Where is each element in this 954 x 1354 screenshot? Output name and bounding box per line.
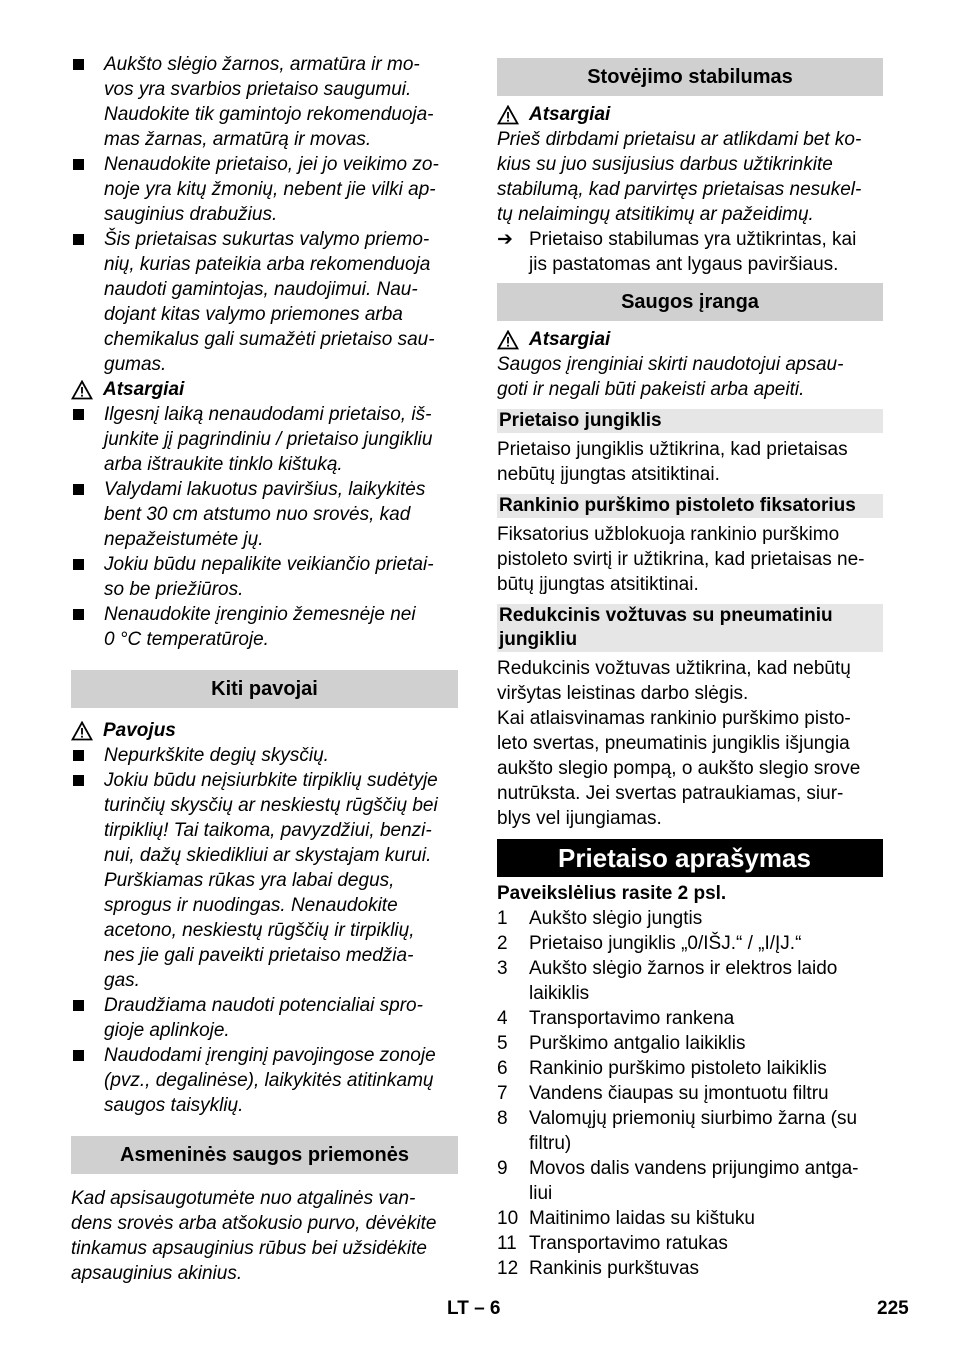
text-line: turinčių skysčių ar neskiestų rūgščių bei bbox=[104, 795, 438, 816]
text-line: tinkamus apsauginius rūbus bei užsidėkite bbox=[71, 1238, 427, 1259]
bullet-item bbox=[71, 768, 458, 993]
text-line: Naudokite tik gamintojo rekomenduoja- bbox=[104, 104, 434, 125]
bullet-item bbox=[71, 227, 458, 377]
item-number: 3 bbox=[497, 958, 508, 979]
text-line: 0 °C temperatūroje. bbox=[104, 629, 269, 650]
text-line: gumas. bbox=[104, 354, 167, 375]
text-line: nebūtų įjungtas atsitiktinai. bbox=[497, 464, 720, 485]
text-line: Ilgesnį laiką nenaudodami prietaiso, iš- bbox=[104, 404, 432, 425]
list-item bbox=[497, 1106, 883, 1156]
text-line: Fiksatorius užblokuoja rankinio purškimo bbox=[497, 524, 840, 545]
list-item bbox=[497, 1256, 883, 1281]
bullet-list bbox=[71, 402, 458, 652]
text-line: naudoti gamintojas, naudojimui. Nau- bbox=[104, 279, 418, 300]
text-line: junkite jį pagrindiniu / prietaiso jungikliu bbox=[104, 429, 433, 450]
text-line: kius su juo susijusius darbus užtikrinkite bbox=[497, 154, 833, 175]
item-text: liui bbox=[529, 1183, 553, 1204]
text-line: apsauginius akinius. bbox=[71, 1263, 243, 1284]
section-heading-other-dangers: Kiti pavojai bbox=[71, 670, 458, 708]
text-line: Kai atlaisvinamas rankinio purškimo pisto- bbox=[497, 708, 851, 729]
item-number: 9 bbox=[497, 1158, 508, 1179]
subheading-line: jungikliu bbox=[499, 629, 578, 650]
text-line: Valydami lakuotus paviršius, laikykitės bbox=[104, 479, 426, 500]
text-line: Draudžiama naudoti potencialiai spro- bbox=[104, 995, 423, 1016]
text-line: Kad apsisaugotumėte nuo atgalinės van- bbox=[71, 1188, 416, 1209]
square-bullet-icon bbox=[73, 59, 84, 70]
text-line: būtų įjungtas atsitiktinai. bbox=[497, 574, 699, 595]
text-line: Aukšto slėgio žarnos, armatūra ir mo- bbox=[104, 54, 420, 75]
text-line: gas. bbox=[104, 970, 140, 991]
item-text: Purškimo antgalio laikiklis bbox=[529, 1033, 746, 1054]
text-line: nui, dažų skiedikliui ar skystajam kurui. bbox=[104, 845, 432, 866]
bullet-item bbox=[71, 552, 458, 602]
text-line: Saugos įrenginiai skirti naudotojui apsau- bbox=[497, 354, 844, 375]
text-line: noje yra kitų žmonių, nebent jie vilki ap- bbox=[104, 179, 436, 200]
text-line: chemikalus gali sumažėti prietaiso sau- bbox=[104, 329, 435, 350]
bullet-item bbox=[71, 52, 458, 152]
text-line: mas žarnas, armatūrą ir movas. bbox=[104, 129, 372, 150]
item-number: 8 bbox=[497, 1108, 508, 1129]
danger-heading bbox=[71, 718, 458, 743]
text-line: Šis prietaisas sukurtas valymo priemo- bbox=[104, 229, 430, 250]
text-line: dojant kitas valymo priemones arba bbox=[104, 304, 403, 325]
text-line: tų nelaimingų atsitikimų ar pažeidimų. bbox=[497, 204, 814, 225]
bullet-item bbox=[71, 477, 458, 552]
square-bullet-icon bbox=[73, 750, 84, 761]
list-item bbox=[497, 1006, 883, 1031]
text-line: Purškiamas rūkas yra labai degus, bbox=[104, 870, 395, 891]
subheading-gun-lock: Rankinio purškimo pistoleto fiksatorius bbox=[497, 494, 883, 518]
text-line: arba ištraukite tinklo kištuką. bbox=[104, 454, 343, 475]
text-line: nių, kurias pateikia arba rekomenduoja bbox=[104, 254, 431, 275]
item-number: 6 bbox=[497, 1058, 508, 1079]
square-bullet-icon bbox=[73, 1050, 84, 1061]
warning-triangle-icon bbox=[71, 721, 93, 741]
caution-label: Atsargiai bbox=[529, 104, 611, 125]
item-number: 4 bbox=[497, 1008, 508, 1029]
text-line: tirpiklių! Tai taikoma, pavyzdžiui, benzi- bbox=[104, 820, 432, 841]
square-bullet-icon bbox=[73, 559, 84, 570]
square-bullet-icon bbox=[73, 1000, 84, 1011]
item-text: Aukšto slėgio jungtis bbox=[529, 908, 703, 929]
item-text: Aukšto slėgio žarnos ir elektros laido bbox=[529, 958, 838, 979]
list-item bbox=[497, 906, 883, 931]
text-line: nepažeistumėte jų. bbox=[104, 529, 264, 550]
item-text: laikiklis bbox=[529, 983, 590, 1004]
bullet-item bbox=[71, 1043, 458, 1118]
subheading-device-switch: Prietaiso jungiklis bbox=[497, 409, 883, 433]
bullet-item bbox=[71, 993, 458, 1043]
text-line: goti ir negali būti pakeisti arba apeiti. bbox=[497, 379, 805, 400]
item-text: Vandens čiaupas su įmontuotu filtru bbox=[529, 1083, 829, 1104]
text-line: nutrūksta. Jei svertas patraukiamas, siur- bbox=[497, 783, 844, 804]
warning-triangle-icon bbox=[497, 330, 519, 350]
text-line: Jokiu būdu neįsiurbkite tirpiklių sudėtyje bbox=[104, 770, 438, 791]
text-line: so be priežiūros. bbox=[104, 579, 244, 600]
item-text: Maitinimo laidas su kištuku bbox=[529, 1208, 755, 1229]
arrow-item-text bbox=[529, 227, 883, 277]
arrow-right-icon: ➔ bbox=[497, 229, 513, 250]
reduction-valve-paragraph bbox=[497, 656, 883, 831]
item-text: Rankinis purkštuvas bbox=[529, 1258, 700, 1279]
square-bullet-icon bbox=[73, 409, 84, 420]
item-number: 5 bbox=[497, 1033, 508, 1054]
text-line: acetono, neskiestų rūgščių ir tirpiklių, bbox=[104, 920, 415, 941]
text-line: jis pastatomas ant lygaus paviršiaus. bbox=[529, 254, 839, 275]
item-text: Valomųjų priemonių siurbimo žarna (su bbox=[529, 1108, 858, 1129]
square-bullet-icon bbox=[73, 775, 84, 786]
list-item bbox=[497, 1156, 883, 1206]
device-switch-paragraph bbox=[497, 437, 883, 487]
list-item bbox=[497, 1081, 883, 1106]
bullet-list bbox=[71, 52, 458, 377]
text-line: viršytas leistinas darbo slėgis. bbox=[497, 683, 749, 704]
text-line: Nenaudokite prietaiso, jei jo veikimo zo- bbox=[104, 154, 439, 175]
section-title-device-description: Prietaiso aprašymas bbox=[497, 839, 883, 877]
text-line: sauginius drabužius. bbox=[104, 204, 278, 225]
bullet-list bbox=[71, 743, 458, 1118]
list-item bbox=[497, 1231, 883, 1256]
item-number: 1 bbox=[497, 908, 508, 929]
section-heading-ppe: Asmeninės saugos priemonės bbox=[71, 1136, 458, 1174]
text-line: pistoleto svirtį ir užtikrina, kad prietaisas ne- bbox=[497, 549, 865, 570]
text-line: sprogus ir nuodingas. Nenaudokite bbox=[104, 895, 398, 916]
text-line: nes jie gali paveikti prietaiso medžia- bbox=[104, 945, 414, 966]
section-heading-safety: Saugos įranga bbox=[497, 283, 883, 321]
bullet-item bbox=[71, 152, 458, 227]
text-line: (pvz., degalinėse), laikykitės atitinkamų bbox=[104, 1070, 434, 1091]
item-text: Rankinio purškimo pistoleto laikiklis bbox=[529, 1058, 827, 1079]
text-line: saugos taisyklių. bbox=[104, 1095, 244, 1116]
page-number: 225 bbox=[877, 1298, 909, 1319]
item-number: 2 bbox=[497, 933, 508, 954]
item-number: 11 bbox=[497, 1233, 517, 1254]
text-line: Naudodami įrenginį pavojingose zonoje bbox=[104, 1045, 436, 1066]
bullet-item bbox=[71, 743, 458, 768]
left-column bbox=[71, 52, 458, 1286]
stability-paragraph bbox=[497, 127, 883, 227]
list-item bbox=[497, 1031, 883, 1056]
text-line: leto svertas, pneumatinis jungiklis išjungia bbox=[497, 733, 850, 754]
text-line: Nenaudokite įrenginio žemesnėje nei bbox=[104, 604, 416, 625]
text-line: aukšto slegio pompą, o aukšto slegio srove bbox=[497, 758, 861, 779]
caution-heading bbox=[497, 327, 883, 352]
square-bullet-icon bbox=[73, 484, 84, 495]
item-number: 7 bbox=[497, 1083, 508, 1104]
text-line: bent 30 cm atstumo nuo srovės, kad bbox=[104, 504, 411, 525]
item-number: 10 bbox=[497, 1208, 519, 1229]
text-line: Redukcinis vožtuvas užtikrina, kad nebūtų bbox=[497, 658, 851, 679]
text-line: Prieš dirbdami prietaisu ar atlikdami bet ko- bbox=[497, 129, 862, 150]
list-item bbox=[497, 1206, 883, 1231]
square-bullet-icon bbox=[73, 609, 84, 620]
caution-label: Atsargiai bbox=[103, 379, 185, 400]
figures-note: Paveikslėlius rasite 2 psl. bbox=[497, 883, 727, 904]
section-heading-stability: Stovėjimo stabilumas bbox=[497, 58, 883, 96]
caution-heading bbox=[497, 102, 883, 127]
parts-list bbox=[497, 906, 883, 1281]
text-line: vos yra svarbios prietaiso saugumui. bbox=[104, 79, 412, 100]
item-text: Transportavimo rankena bbox=[529, 1008, 735, 1029]
caution-label: Atsargiai bbox=[529, 329, 611, 350]
subheading-reduction-valve bbox=[497, 604, 883, 652]
warning-triangle-icon bbox=[497, 105, 519, 125]
item-number: 12 bbox=[497, 1258, 519, 1279]
caution-heading bbox=[71, 377, 458, 402]
warning-triangle-icon bbox=[71, 380, 93, 400]
item-text: Transportavimo ratukas bbox=[529, 1233, 728, 1254]
bullet-item bbox=[71, 602, 458, 652]
danger-label: Pavojus bbox=[103, 720, 176, 741]
item-text: Prietaiso jungiklis „0/IŠJ.“ / „I/ĮJ.“ bbox=[529, 933, 802, 954]
right-column bbox=[497, 58, 883, 1281]
bullet-item bbox=[71, 402, 458, 477]
text-line: gioje aplinkoje. bbox=[104, 1020, 230, 1041]
safety-paragraph bbox=[497, 352, 883, 402]
text-line: Nepurkškite degių skysčių. bbox=[104, 745, 329, 766]
footer-language-page: LT – 6 bbox=[447, 1298, 501, 1319]
text-line: dens srovės arba atšokusio purvo, dėvėkite bbox=[71, 1213, 437, 1234]
square-bullet-icon bbox=[73, 159, 84, 170]
text-line: stabilumą, kad parvirtęs prietaisas nesukel- bbox=[497, 179, 862, 200]
gun-lock-paragraph bbox=[497, 522, 883, 597]
text-line: Jokiu būdu nepalikite veikiančio prietai- bbox=[104, 554, 434, 575]
subheading-line: Redukcinis vožtuvas su pneumatiniu bbox=[499, 605, 833, 626]
ppe-paragraph bbox=[71, 1182, 458, 1286]
arrow-item bbox=[497, 227, 883, 277]
text-line: Prietaiso stabilumas yra užtikrintas, kai bbox=[529, 229, 857, 250]
list-item bbox=[497, 956, 883, 1006]
item-text: filtru) bbox=[529, 1133, 572, 1154]
text-line: blys vel ijungiamas. bbox=[497, 808, 662, 829]
list-item bbox=[497, 1056, 883, 1081]
text-line: Prietaiso jungiklis užtikrina, kad prietaisas bbox=[497, 439, 848, 460]
list-item bbox=[497, 931, 883, 956]
item-text: Movos dalis vandens prijungimo antga- bbox=[529, 1158, 859, 1179]
square-bullet-icon bbox=[73, 234, 84, 245]
